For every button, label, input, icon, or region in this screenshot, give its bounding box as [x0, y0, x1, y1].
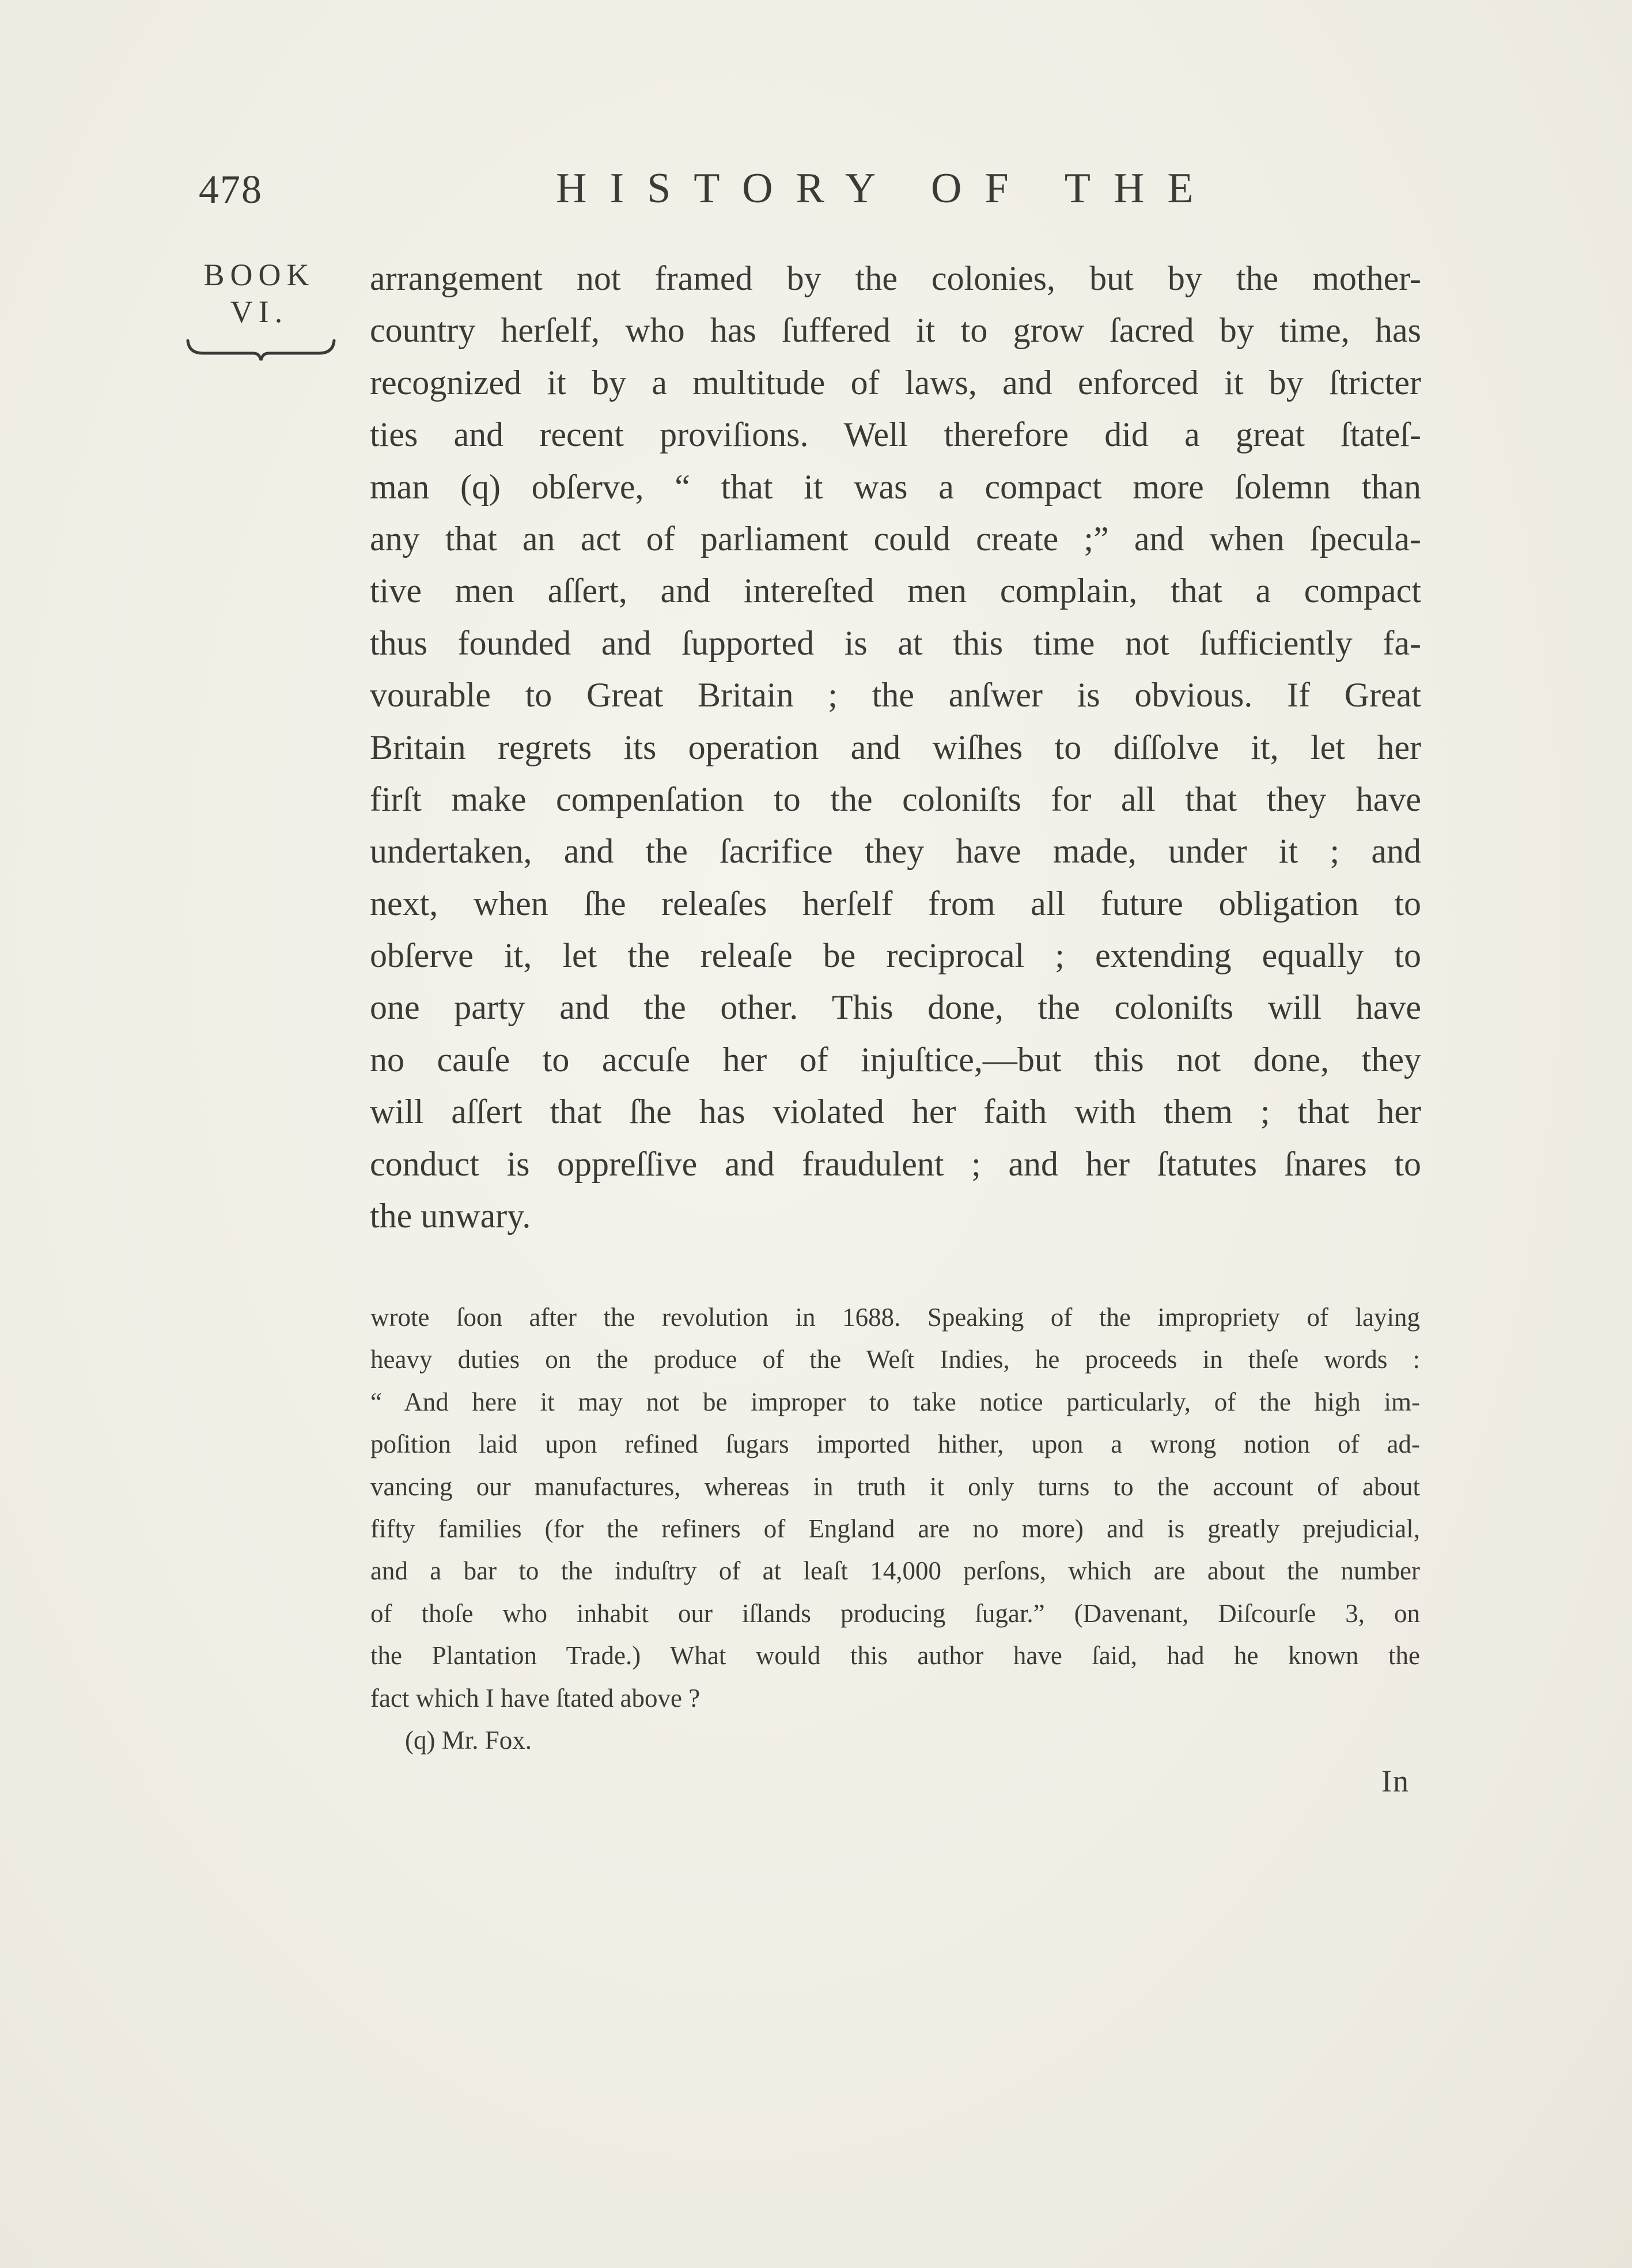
footnote-line: “ And here it may not be improper to take notice particularly, of the high im- — [370, 1387, 1420, 1416]
body-line: no cauſe to accuſe her of injuſtice,—but this not done, they — [370, 1040, 1421, 1079]
footnotes — [370, 1296, 1420, 1762]
footnote-line: fifty families (for the refiners of England are no more) and is greatly prejudicial, — [370, 1514, 1420, 1543]
body-line: country herſelf, who has ſuffered it to grow ſacred by time, has — [370, 311, 1421, 350]
page-number: 478 — [199, 168, 263, 212]
body-line: tive men aſſert, and intereſted men complain, that a compact — [370, 572, 1421, 610]
body-line: thus founded and ſupported is at this time not ſufficiently fa- — [370, 623, 1421, 662]
body-line: one party and the other. This done, the coloniſts will have — [370, 988, 1421, 1027]
body-line: obſerve it, let the releaſe be reciprocal ; extending equally to — [370, 936, 1421, 975]
footnote-line: the Plantation Trade.) What would this author have ſaid, had he known the — [370, 1641, 1420, 1670]
body-line: next, when ſhe releaſes herſelf from all future obligation to — [370, 884, 1421, 923]
body-line: firſt make compenſation to the coloniſts for all that they have — [370, 780, 1421, 818]
body-line: Britain regrets its operation and wiſhes to diſſolve it, let her — [370, 728, 1421, 766]
margin-brace-ornament — [185, 337, 336, 366]
footnote-line: of thoſe who inhabit our iſlands producing ſugar.” (Davenant, Diſcourſe 3, on — [370, 1598, 1420, 1628]
margin-volume-number: VI. — [230, 294, 289, 329]
body-line: man (q) obſerve, “ that it was a compact more ſolemn than — [370, 467, 1421, 506]
footnote-q: (q) Mr. Fox. — [405, 1725, 532, 1755]
catchword: In — [1381, 1764, 1410, 1798]
body-line: ties and recent proviſions. Well therefore did a great ſtateſ- — [370, 415, 1421, 454]
footnote-line: heavy duties on the produce of the Weſt Indies, he proceeds in theſe words : — [370, 1345, 1420, 1374]
running-head: HISTORY OF THE — [556, 165, 1217, 212]
margin-book-word: BOOK — [203, 258, 315, 292]
margin-book-label — [184, 256, 334, 330]
footnote-line: fact which I have ſtated above ? — [370, 1683, 700, 1713]
footnote-line: poſition laid upon refined ſugars imported hither, upon a wrong notion of ad- — [370, 1430, 1420, 1459]
body-line: undertaken, and the ſacrifice they have made, under it ; and — [370, 832, 1421, 871]
body-text — [370, 252, 1421, 1242]
body-line: any that an act of parliament could create ;” and when ſpecula- — [370, 519, 1421, 558]
body-line: will aſſert that ſhe has violated her faith with them ; that her — [370, 1093, 1421, 1131]
body-line: arrangement not framed by the colonies, but by the mother- — [370, 259, 1421, 297]
footnote-line: vancing our manufactures, whereas in truth it only turns to the account of about — [370, 1472, 1420, 1501]
body-line: recognized it by a multitude of laws, and enforced it by ſtricter — [370, 363, 1421, 402]
body-line: the unwary. — [370, 1197, 531, 1235]
body-line: conduct is oppreſſive and fraudulent ; and her ſtatutes ſnares to — [370, 1144, 1421, 1183]
footnote-line: and a bar to the induſtry of at leaſt 14,000 perſons, which are about the number — [370, 1556, 1420, 1586]
body-line: vourable to Great Britain ; the anſwer is obvious. If Great — [370, 676, 1421, 715]
footnote-line: wrote ſoon after the revolution in 1688. Speaking of the impropriety of laying — [370, 1303, 1420, 1332]
